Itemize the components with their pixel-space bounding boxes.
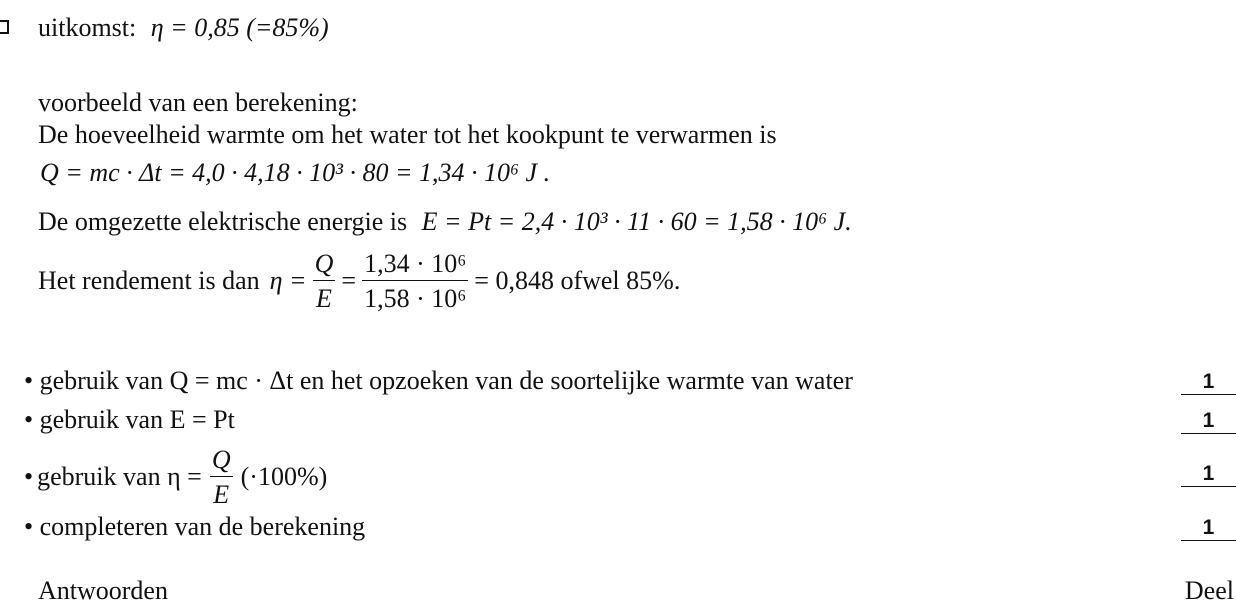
eta-symbol: η = bbox=[269, 266, 307, 296]
fraction-denominator: E bbox=[316, 284, 332, 314]
fraction-numerator: Q bbox=[210, 446, 233, 477]
bullet: • bbox=[24, 512, 34, 541]
fraction-values bbox=[362, 250, 468, 313]
criterion-item bbox=[24, 446, 327, 509]
criterion-item bbox=[24, 368, 853, 394]
bullet: • bbox=[24, 366, 34, 395]
score-value: 1 bbox=[1181, 517, 1236, 541]
fraction-numerator: Q bbox=[313, 250, 336, 281]
criterion-text-suffix: (·100%) bbox=[240, 462, 328, 492]
score-value: 1 bbox=[1181, 410, 1236, 434]
criterion-item bbox=[24, 407, 235, 433]
score-value: 1 bbox=[1181, 371, 1236, 395]
footer-right: Deel bbox=[1184, 576, 1234, 605]
example-line-3 bbox=[38, 209, 852, 235]
result-line bbox=[38, 15, 329, 41]
footer-left: Antwoorden bbox=[38, 576, 168, 605]
checkbox-icon bbox=[0, 20, 9, 34]
fraction-denominator: E bbox=[213, 480, 230, 510]
example-line-2-formula: Q = mc · Δt = 4,0 · 4,18 · 10³ · 80 = 1,34 · 10⁶ J . bbox=[40, 158, 551, 187]
result-formula: η = 0,85 (=85%) bbox=[150, 13, 329, 42]
example-line-3-formula: E = Pt = 2,4 · 10³ · 11 · 60 = 1,58 · 10⁶ J. bbox=[421, 207, 852, 236]
criterion-text: gebruik van Q = mc · Δt en het opzoeken van de soortelijke warmte van water bbox=[39, 366, 853, 395]
score-value: 1 bbox=[1181, 463, 1236, 487]
fraction-values-denominator: 1,58 · 10⁶ bbox=[364, 284, 467, 314]
fraction-q-over-e bbox=[210, 446, 233, 509]
example-intro: voorbeeld van een berekening: bbox=[38, 88, 358, 117]
result-label: uitkomst: bbox=[38, 13, 137, 42]
example-line-4-result: = 0,848 ofwel 85%. bbox=[474, 266, 681, 296]
fraction-q-over-e bbox=[313, 250, 336, 313]
bullet: • bbox=[24, 405, 34, 434]
criterion-text: completeren van de berekening bbox=[39, 512, 366, 541]
criterion-item bbox=[24, 514, 365, 540]
example-line-1: De hoeveelheid warmte om het water tot het kookpunt te verwarmen is bbox=[38, 120, 777, 149]
criterion-text-prefix: gebruik van η = bbox=[37, 462, 202, 492]
example-line-3-text: De omgezette elektrische energie is bbox=[38, 207, 408, 236]
bullet: • bbox=[24, 462, 34, 492]
fraction-values-numerator: 1,34 · 10⁶ bbox=[362, 250, 468, 281]
example-line-4: Het rendement is dan η = $\frac{Q}{E}$ = $\frac{\text{1,34 · 10⁶}}{\text{1,58 · 10⁶}}$ = 0,848 ofwel 85%. bbox=[38, 249, 681, 314]
criterion-text: gebruik van E = Pt bbox=[39, 405, 235, 434]
example-line-4-text: Het rendement is dan bbox=[38, 266, 260, 296]
